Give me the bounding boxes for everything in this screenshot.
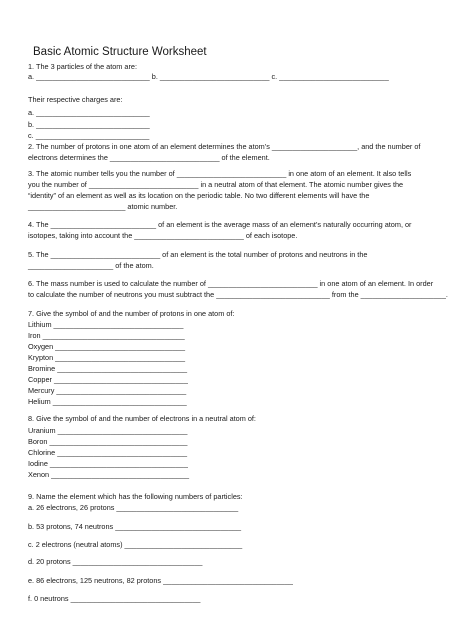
q9-f: f. 0 neutrons ________________________________	[28, 594, 201, 603]
q7-helium: Helium _________________________________	[28, 397, 187, 406]
question-9: 9. Name the element which has the following numbers of particles:	[28, 492, 243, 501]
q8-boron: Boron __________________________________	[28, 437, 188, 446]
question-6-line-1: 6. The mass number is used to calculate the number of ___________________________ in one atom of an element. In order	[28, 279, 434, 288]
q9-e: e. 86 electrons, 125 neutrons, 82 protons ________________________________	[28, 576, 293, 585]
q7-krypton: Krypton ________________________________	[28, 353, 186, 362]
question-3-line-4: ________________________ atomic number.	[28, 202, 178, 211]
q9-c: c. 2 electrons (neutral atoms) _____________________________	[28, 540, 243, 549]
q9-b: b. 53 protons, 74 neutrons _______________________________	[28, 522, 242, 531]
charge-c: c. ____________________________	[28, 131, 150, 140]
q7-oxygen: Oxygen ________________________________	[28, 342, 186, 351]
question-3-line-1: 3. The atomic number tells you the number of ___________________________ in one atom of an element. It also tells	[28, 169, 412, 178]
q7-bromine: Bromine ________________________________	[28, 364, 188, 373]
q8-iodine: Iodine __________________________________	[28, 459, 188, 468]
question-2-line-2: electrons determines the ___________________________ of the element.	[28, 153, 270, 162]
charge-a: a. ____________________________	[28, 108, 150, 117]
question-3-line-2: you the number of ___________________________ in a neutral atom of that element. The atomic number gives the	[28, 180, 404, 189]
question-6-line-2: to calculate the number of neutrons you must subtract the ____________________________ from the _____________________.	[28, 290, 448, 299]
q9-a: a. 26 electrons, 26 protons ______________________________	[28, 503, 239, 512]
question-3-line-3: “identity” of an element as well as its location on the periodic table. No two different elements will have the	[28, 191, 370, 200]
question-5-line-2: _____________________ of the atom.	[28, 261, 154, 270]
question-4-line-1: 4. The __________________________ of an element is the average mass of an element’s naturally occurring atom, or	[28, 220, 412, 229]
question-8: 8. Give the symbol of and the number of electrons in a neutral atom of:	[28, 414, 256, 423]
q7-iron: Iron ___________________________________	[28, 331, 185, 340]
worksheet-title: Basic Atomic Structure Worksheet	[33, 46, 207, 58]
q7-copper: Copper _________________________________	[28, 375, 188, 384]
q8-uranium: Uranium ________________________________	[28, 426, 188, 435]
q8-chlorine: Chlorine ________________________________	[28, 448, 188, 457]
question-5-line-1: 5. The ___________________________ of an element is the total number of protons and neutrons in the	[28, 250, 368, 259]
question-7: 7. Give the symbol of and the number of protons in one atom of:	[28, 309, 235, 318]
q9-d: d. 20 protons ________________________________	[28, 557, 203, 566]
charge-b: b. ____________________________	[28, 120, 150, 129]
question-1-blanks: a. ____________________________ b. ___________________________ c. ___________________________	[28, 72, 389, 81]
charges-heading: Their respective charges are:	[28, 95, 123, 104]
q7-lithium: Lithium ________________________________	[28, 320, 184, 329]
q7-mercury: Mercury ________________________________	[28, 386, 187, 395]
question-1: 1. The 3 particles of the atom are:	[28, 62, 137, 71]
question-2-line-1: 2. The number of protons in one atom of an element determines the atom’s _____________________, and the number of	[28, 142, 421, 151]
question-4-line-2: isotopes, taking into account the ___________________________ of each isotope.	[28, 231, 298, 240]
q8-xenon: Xenon __________________________________	[28, 470, 190, 479]
